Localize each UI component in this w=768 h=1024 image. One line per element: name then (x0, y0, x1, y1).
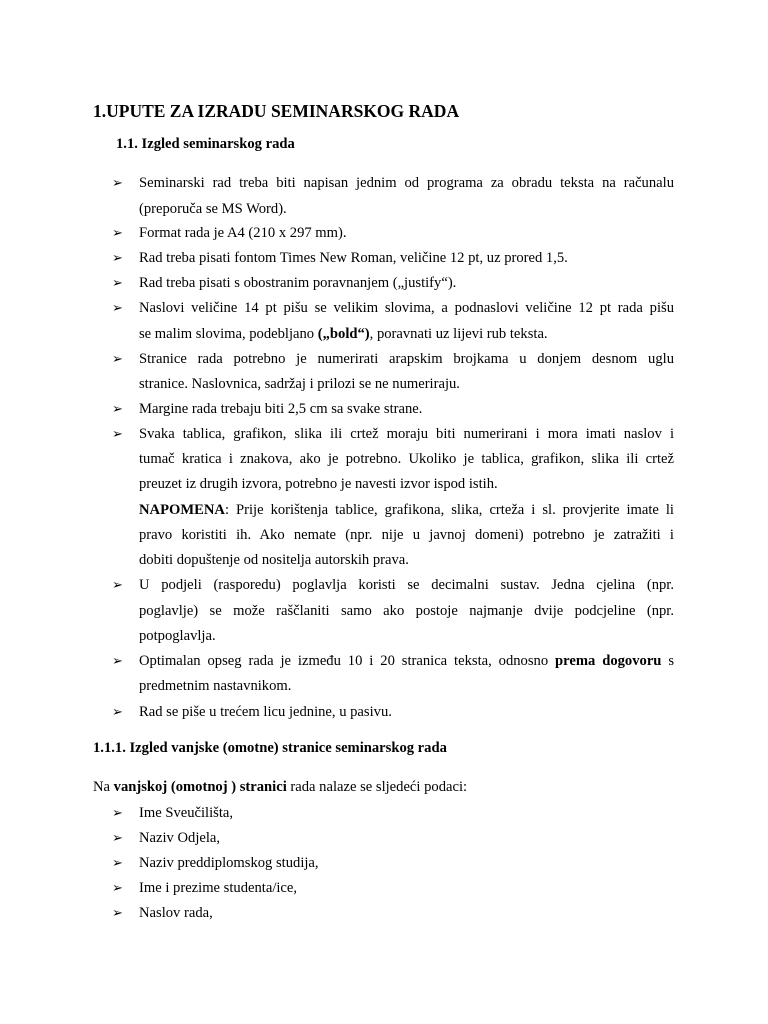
page-heading: 1.UPUTE ZA IZRADU SEMINARSKOG RADA (93, 101, 460, 121)
list-item-text: Format rada je A4 (210 x 297 mm). (139, 225, 347, 241)
bullet-arrow-icon: ➢ (112, 351, 123, 366)
cover-list-item: Ime i prezime studenta/ice, (139, 880, 298, 896)
note-label: NAPOMENA (139, 502, 225, 518)
bold-text: vanjskoj (omotnoj ) stranici (113, 779, 287, 795)
note-text (139, 501, 674, 519)
text-run: Na (93, 779, 114, 795)
bullet-arrow-icon: ➢ (112, 704, 123, 719)
bullet-arrow-icon: ➢ (112, 830, 123, 845)
bullet-arrow-icon: ➢ (112, 401, 123, 416)
cover-list-item: Naziv preddiplomskog studija, (139, 855, 319, 871)
section-heading: 1.1. Izgled seminarskog rada (116, 136, 295, 152)
bullet-arrow-icon: ➢ (112, 577, 123, 592)
list-item-text: Stranice rada potrebno je numerirati arapskim brojkama u donjem desnom uglu (139, 351, 674, 367)
list-item-text: poglavlje) se može raščlaniti samo ako postoje najmanje dvije podcjeline (npr. (139, 603, 674, 619)
bullet-arrow-icon: ➢ (112, 905, 123, 920)
list-item-text: potpoglavlja. (139, 628, 216, 644)
list-item-text: predmetnim nastavnikom. (139, 678, 292, 694)
note-text: dobiti dopuštenje od nositelja autorskih prava. (139, 552, 409, 568)
text-run: Optimalan opseg rada je između 10 i 20 stranica teksta, odnosno (139, 653, 556, 669)
list-item-text: Rad treba pisati s obostranim poravnanjem („justify“). (139, 275, 457, 291)
text-run: se malim slovima, podebljano (139, 326, 318, 342)
bullet-arrow-icon: ➢ (112, 175, 123, 190)
list-item-text: Svaka tablica, grafikon, slika ili crtež moraju biti numerirani i mora imati naslov i (139, 426, 674, 442)
bullet-arrow-icon: ➢ (112, 300, 123, 315)
bold-text: prema dogovoru (555, 653, 662, 669)
text-run: s (661, 653, 675, 669)
bullet-arrow-icon: ➢ (112, 880, 123, 895)
subsection-heading: 1.1.1. Izgled vanjske (omotne) stranice seminarskog rada (93, 740, 447, 756)
note-text: pravo koristiti ih. Ako nemate (npr. nije u javnoj domeni) potrebno je zatražiti i (139, 527, 674, 543)
list-item-text: stranice. Naslovnica, sadržaj i prilozi se ne numeriraju. (139, 376, 460, 392)
bullet-arrow-icon: ➢ (112, 855, 123, 870)
list-item-text: Rad se piše u trećem licu jednine, u pasivu. (139, 704, 392, 720)
bullet-arrow-icon: ➢ (112, 426, 123, 441)
list-item-text: Margine rada trebaju biti 2,5 cm sa svake strane. (139, 401, 423, 417)
text-run: , poravnati uz lijevi rub teksta. (369, 326, 548, 342)
bullet-arrow-icon: ➢ (112, 250, 123, 265)
list-item-text: preuzet iz drugih izvora, potrebno je navesti izvor ispod istih. (139, 476, 498, 492)
list-item-text (139, 652, 674, 670)
list-item-text: (preporuča se MS Word). (139, 201, 287, 217)
list-item-text: tumač kratica i znakova, ako je potrebno. Ukoliko je tablica, grafikon, slika ili crtež (139, 451, 674, 467)
bullet-arrow-icon: ➢ (112, 653, 123, 668)
text-run: rada nalaze se sljedeći podaci: (286, 779, 468, 795)
list-item-text: U podjeli (rasporedu) poglavlja koristi se decimalni sustav. Jedna cjelina (npr. (139, 577, 674, 593)
bold-text: („bold“) (317, 326, 370, 342)
text-run: : Prije korištenja tablice, grafikona, slika, crteža i sl. provjerite imate li (224, 502, 674, 518)
intro-paragraph (93, 778, 467, 796)
bullet-arrow-icon: ➢ (112, 805, 123, 820)
bullet-arrow-icon: ➢ (112, 225, 123, 240)
list-item-text (139, 325, 548, 343)
list-item-text: Naslovi veličine 14 pt pišu se velikim slovima, a podnaslovi veličine 12 pt rada pišu (139, 300, 674, 316)
list-item-text: Seminarski rad treba biti napisan jednim od programa za obradu teksta na računalu (139, 175, 674, 191)
cover-list-item: Naslov rada, (139, 905, 213, 921)
cover-list-item: Naziv Odjela, (139, 830, 221, 846)
bullet-arrow-icon: ➢ (112, 275, 123, 290)
cover-list-item: Ime Sveučilišta, (139, 805, 234, 821)
list-item-text: Rad treba pisati fontom Times New Roman, veličine 12 pt, uz prored 1,5. (139, 250, 568, 266)
